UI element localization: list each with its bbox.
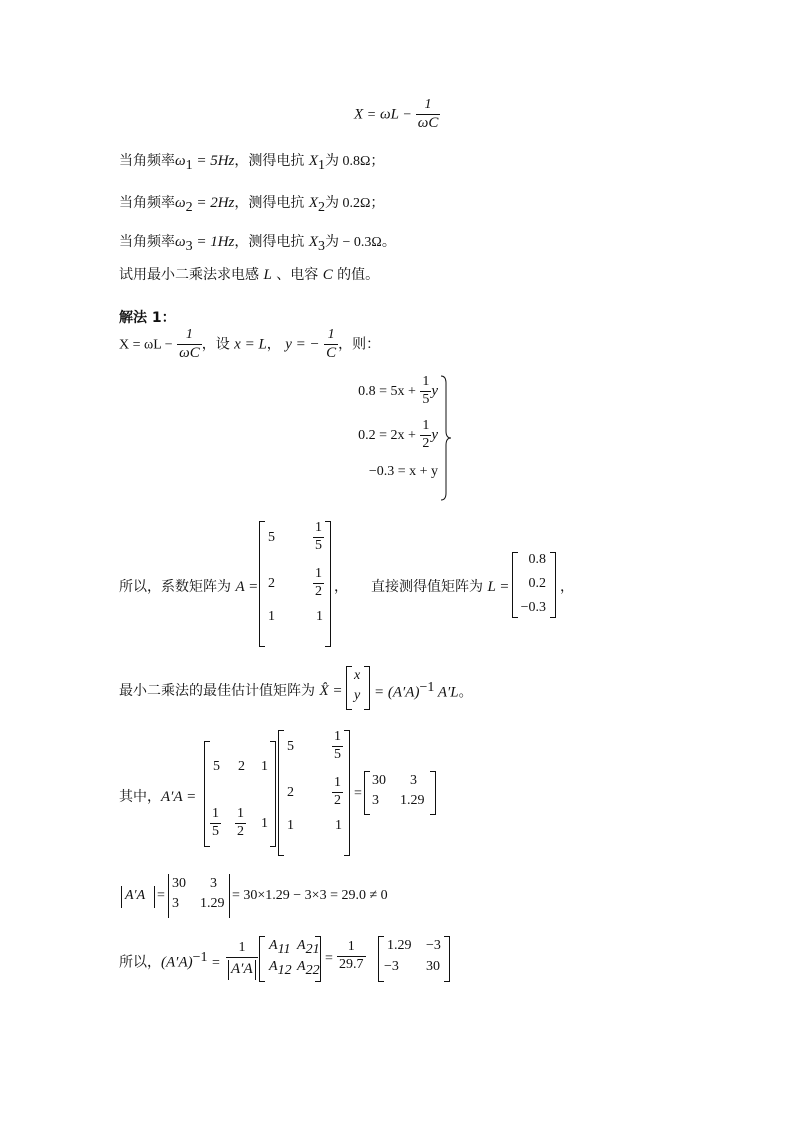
estimate-vector: x y [346, 666, 370, 710]
inverse-label: 所以，$(A'A)^{-1}$ = [119, 950, 220, 971]
determinant-matrix: 30 3 3 1.29 [168, 874, 230, 918]
measured-label: 直接测得值矩阵为 L = [371, 579, 510, 595]
coef-matrix-A: 5 $\frac{1}{5}$ 2 $\frac{1}{2}$ 1 1 [259, 521, 331, 647]
solution-heading: 解法 1： [119, 310, 176, 326]
determinant-equals: = [157, 888, 165, 903]
coef-comma: ， [334, 579, 348, 595]
coef-label: 所以，系数矩阵为 A = [119, 579, 259, 595]
inverse-result-matrix: 1.29 −3 −3 30 [378, 936, 450, 982]
determinant-rhs: = 30×1.29 − 3×3 = 29.0 ≠ 0 [232, 888, 388, 903]
setup-line: X = ωL − $\frac{1}{\omega C}$ ，设 x = L， y = − $\frac{1}{C}$ ，则： [119, 327, 381, 361]
equation-2: 0.2 = 2x + $\frac{1}{2}$ y [358, 418, 438, 451]
measured-comma: ， [560, 579, 574, 595]
adjugate-matrix: $A_{11}$ $A_{21}$ $A_{12}$ $A_{22}$ [259, 936, 321, 982]
measured-matrix-L: 0.8 0.2 −0.3 [512, 552, 556, 618]
determinant-lhs: A′A [119, 886, 157, 908]
equation-1: 0.8 = 5x + $\frac{1}{5}$ y [358, 374, 438, 407]
estimate-rhs: = $(A'A)^{-1}$ A′L。 [374, 680, 473, 701]
equation-3: −0.3 = x + y [368, 464, 438, 479]
product-matrix-A: 5 $\frac{1}{5}$ 2 $\frac{1}{2}$ 1 1 [278, 730, 350, 856]
reactance-formula: X = ωL − $\frac{1}{\omega C}$ [354, 97, 439, 131]
inverse-fraction: 1 A′A [226, 940, 258, 980]
product-equals: = [354, 786, 362, 801]
condition-line-2: 当角频率$\omega_2 = 2Hz$，测得电抗 $X_2$为 0.2Ω； [119, 195, 385, 215]
equation-system [340, 375, 452, 501]
inverse-scalar: $\frac{1}{29.7}$ [339, 939, 364, 972]
product-label: 其中，A′A = [119, 789, 197, 805]
condition-line-3: 当角频率$\omega_3 = 1Hz$，测得电抗 $X_3$为 − 0.3Ω。 [119, 234, 396, 254]
estimate-label: 最小二乘法的最佳估计值矩阵为 X̂ = [119, 683, 343, 699]
inverse-rhs: = [325, 951, 333, 966]
right-brace [440, 375, 452, 501]
transpose-matrix: 5 2 1 $\frac{1}{5}$ $\frac{1}{2}$ 1 [204, 741, 276, 847]
condition-line-1: 当角频率$\omega_1 = 5Hz$，测得电抗 $X_1$为 0.8Ω； [119, 153, 385, 173]
question-line: 试用最小二乘法求电感 L 、电容 C 的值。 [119, 267, 380, 283]
product-result-matrix: 30 3 3 1.29 [364, 771, 436, 815]
